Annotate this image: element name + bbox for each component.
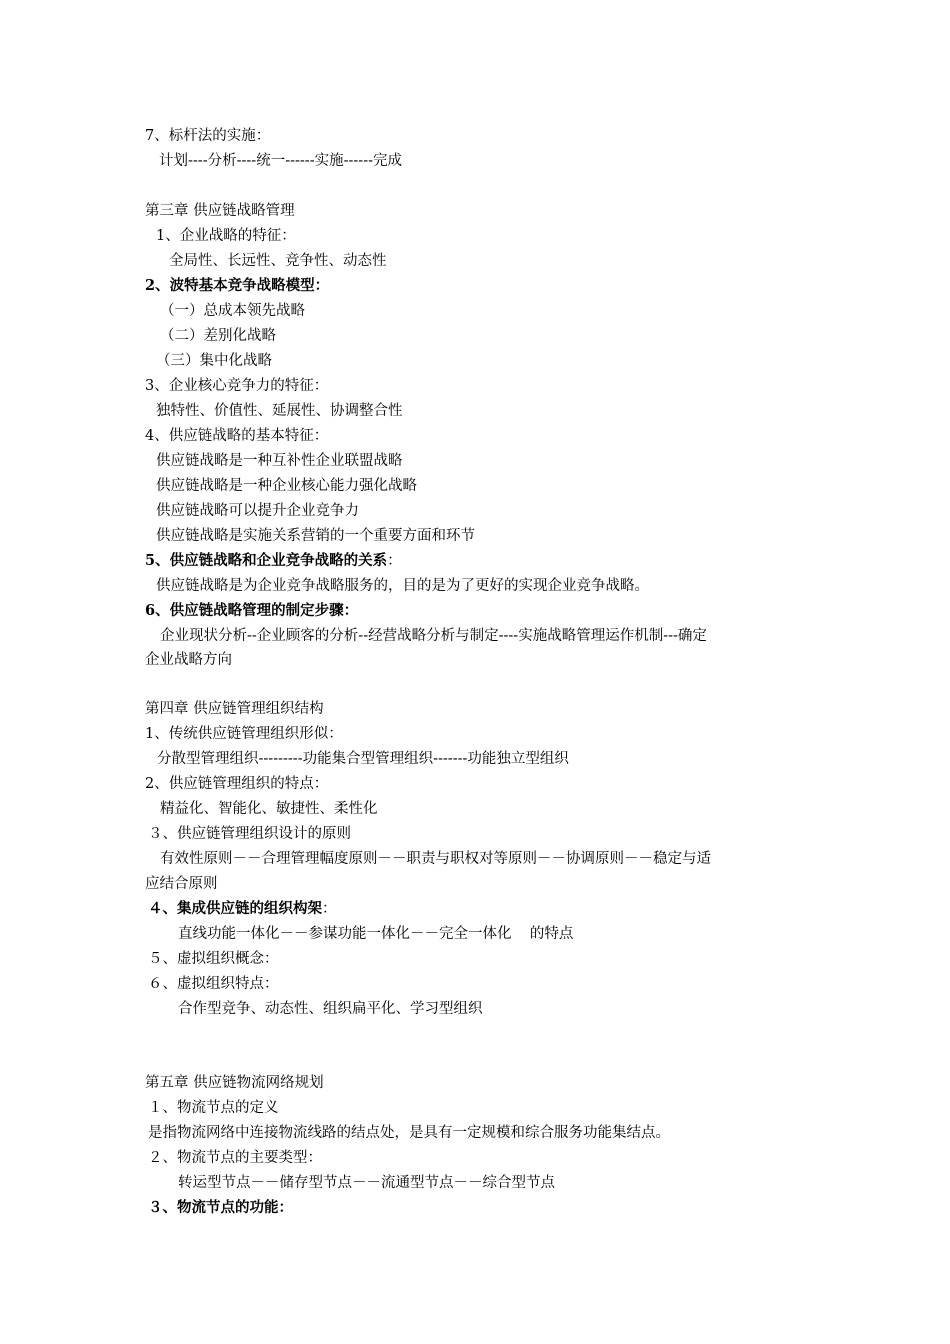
ch4-item5-heading: ５、虚拟组织概念： (148, 951, 279, 967)
ch3-item1-heading: 1、企业战略的特征： (156, 228, 296, 244)
ch3-item4-point: 供应链战略是一种企业核心能力强化战略 (156, 478, 417, 494)
ch4-item3-content-line1: 有效性原则－－合理管理幅度原则－－职责与职权对等原则－－协调原则－－稳定与适 (160, 851, 711, 867)
ch5-item3-heading: ３、物流节点的功能： (148, 1199, 293, 1216)
ch3-item4-point: 供应链战略是一种互补性企业联盟战略 (156, 453, 403, 469)
ch4-item2-heading: 2、供应链管理组织的特点： (145, 776, 329, 792)
chapter3-title: 第三章 供应链战略管理 (145, 203, 295, 219)
ch3-item2-point: （一）总成本领先战略 (160, 303, 305, 319)
ch3-item1-content: 全局性、长远性、竞争性、动态性 (169, 253, 387, 269)
ch3-item6-heading: 6、供应链战略管理的制定步骤： (145, 602, 359, 619)
ch4-item4-heading-colon: ： (322, 901, 337, 917)
sec7-heading: 7、标杆法的实施： (145, 128, 271, 144)
ch3-item5-heading-text: 5、供应链战略和企业竞争战略的关系 (145, 552, 388, 569)
ch5-item1-content: 是指物流网络中连接物流线路的结点处，是具有一定规模和综合服务功能集结点。 (148, 1125, 670, 1141)
ch3-item2-point: （二）差别化战略 (160, 328, 276, 344)
ch3-item6-content-line2: 企业战略方向 (145, 652, 232, 668)
ch4-item6-content: 合作型竞争、动态性、组织扁平化、学习型组织 (178, 1001, 483, 1017)
ch5-item2-content: 转运型节点－－储存型节点－－流通型节点－－综合型节点 (178, 1175, 555, 1191)
ch4-item4-heading-text: ４、集成供应链的组织构架 (148, 900, 322, 917)
ch3-item2-heading: 2、波特基本竞争战略模型： (145, 277, 330, 294)
ch4-item4-content: 直线功能一体化－－参谋功能一体化－－完全一体化 的特点 (178, 926, 574, 942)
ch3-item6-content-line1: 企业现状分析--企业顾客的分析--经营战略分析与制定----实施战略管理运作机制---确定 (160, 628, 707, 644)
ch4-item6-heading: ６、虚拟组织特点： (148, 976, 279, 992)
ch3-item4-point: 供应链战略是实施关系营销的一个重要方面和环节 (156, 528, 475, 544)
ch5-item2-heading: ２、物流节点的主要类型： (148, 1150, 322, 1166)
ch5-item1-heading: １、物流节点的定义 (148, 1100, 279, 1116)
chapter5-title: 第五章 供应链物流网络规划 (145, 1075, 324, 1091)
chapter4-title: 第四章 供应链管理组织结构 (145, 701, 324, 717)
ch4-item1-heading: 1、传统供应链管理组织形似： (145, 726, 343, 742)
ch3-item4-heading: 4、供应链战略的基本特征： (145, 428, 329, 444)
sec7-content: 计划----分析----统一------实施------完成 (159, 153, 402, 169)
ch4-item3-content-line2: 应结合原则 (145, 876, 218, 892)
ch4-item3-heading: ３、供应链管理组织设计的原则 (148, 826, 351, 842)
ch3-item3-heading: 3、企业核心竞争力的特征： (145, 378, 329, 394)
ch3-item3-content: 独特性、价值性、延展性、协调整合性 (156, 403, 403, 419)
ch3-item4-point: 供应链战略可以提升企业竞争力 (156, 503, 359, 519)
ch4-item1-content: 分散型管理组织---------功能集合型管理组织-------功能独立型组织 (157, 751, 569, 767)
ch3-item5-heading-colon: ： (387, 553, 402, 569)
ch3-item5-heading (145, 551, 402, 571)
ch4-item4-heading (148, 899, 337, 919)
ch4-item2-content: 精益化、智能化、敏捷性、柔性化 (160, 801, 378, 817)
ch3-item5-content: 供应链战略是为企业竞争战略服务的，目的是为了更好的实现企业竞争战略。 (156, 578, 649, 594)
ch3-item2-point: （三）集中化战略 (156, 353, 272, 369)
